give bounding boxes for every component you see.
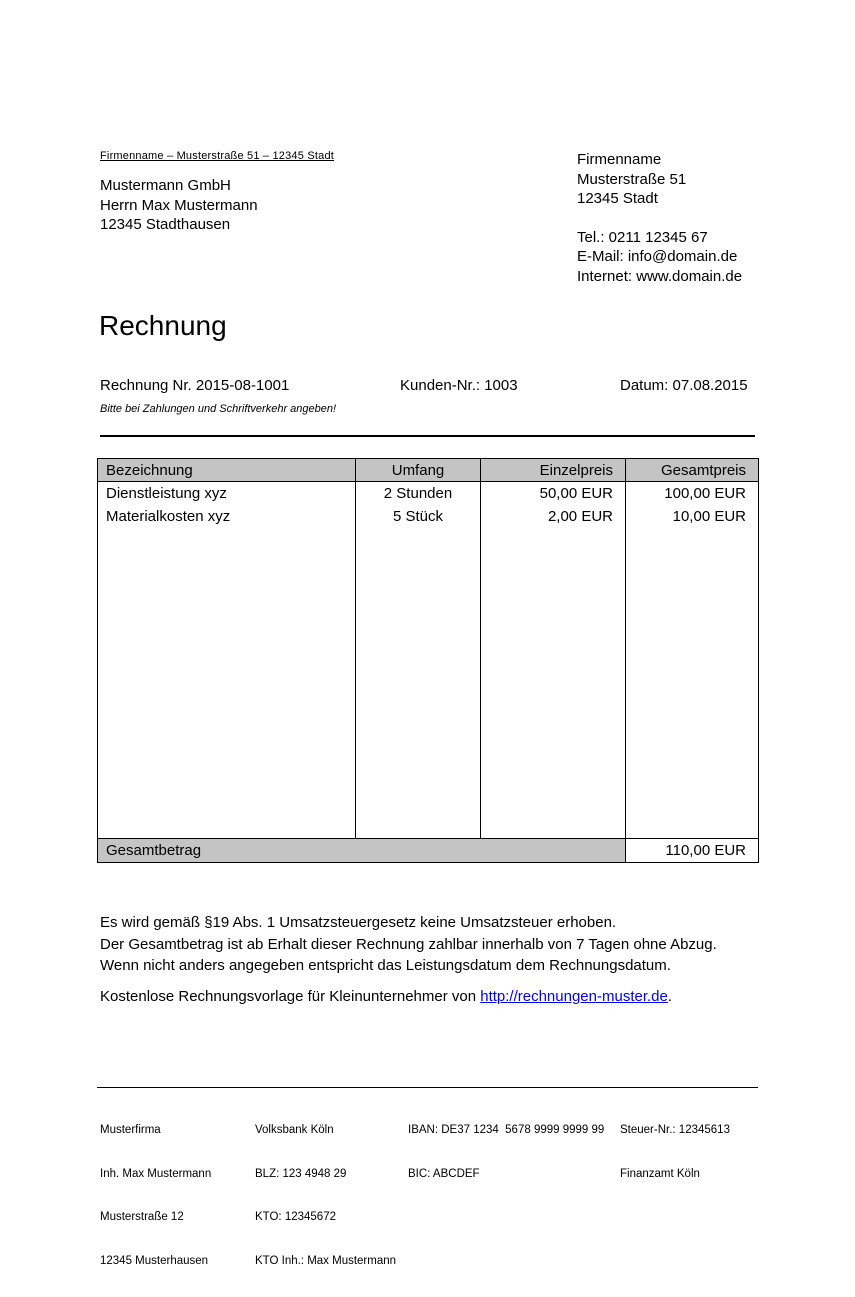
- footer-city: 12345 Musterhausen: [100, 1254, 209, 1267]
- item-quantity: 2 Stunden: [356, 482, 481, 506]
- item-quantity: 5 Stück: [356, 505, 481, 528]
- divider-rule: [100, 435, 755, 437]
- recipient-city: 12345 Stadthausen: [100, 216, 231, 233]
- footer-firm-name: Musterfirma: [100, 1124, 161, 1136]
- item-unit-price: 50,00 EUR: [481, 482, 626, 506]
- footer-kto: KTO: 12345672: [255, 1211, 336, 1223]
- invoice-date: Datum: 07.08.2015: [620, 377, 748, 394]
- company-city: 12345 Stadt: [577, 190, 658, 207]
- item-unit-price: 2,00 EUR: [481, 505, 626, 528]
- footer-bank-name: Volksbank Köln: [255, 1124, 334, 1136]
- footer-street: Musterstraße 12: [100, 1211, 184, 1223]
- footer-bank-block: [255, 1094, 396, 1297]
- table-row: [98, 505, 759, 528]
- item-total: 100,00 EUR: [626, 482, 759, 506]
- recipient-address: [100, 176, 258, 235]
- column-header-bezeichnung: Bezeichnung: [98, 459, 356, 482]
- item-total: 10,00 EUR: [626, 505, 759, 528]
- column-header-gesamtpreis: Gesamtpreis: [626, 459, 759, 482]
- footer-company-block: [100, 1094, 211, 1297]
- credit-text: Kostenlose Rechnungsvorlage für Kleinunternehmer von: [100, 988, 481, 1005]
- total-value: 110,00 EUR: [626, 839, 759, 863]
- company-contact: [577, 228, 742, 287]
- footer-iban-block: [408, 1094, 604, 1210]
- column-header-einzelpreis: Einzelpreis: [481, 459, 626, 482]
- footer-divider: [97, 1087, 758, 1088]
- footer-kto-owner: KTO Inh.: Max Mustermann: [255, 1254, 397, 1267]
- legal-notes: [100, 912, 717, 977]
- table-total-row: [98, 839, 759, 863]
- footer-tax-block: [620, 1094, 730, 1210]
- table-header-row: [98, 459, 759, 482]
- recipient-contact: Herrn Max Mustermann: [100, 196, 258, 214]
- sender-return-address: Firmenname – Musterstraße 51 – 12345 Stadt: [100, 150, 335, 162]
- company-street: Musterstraße 51: [577, 170, 687, 188]
- items-table: [97, 458, 759, 863]
- company-website: Internet: www.domain.de: [577, 267, 743, 285]
- credit-suffix: .: [667, 988, 673, 1005]
- company-phone: Tel.: 0211 12345 67: [577, 228, 708, 246]
- footer-bic: BIC: ABCDEF: [408, 1167, 480, 1180]
- template-link[interactable]: http://rechnungen-muster.de: [480, 988, 668, 1005]
- item-description: Materialkosten xyz: [98, 505, 356, 528]
- recipient-name: Mustermann GmbH: [100, 177, 231, 194]
- item-description: Dienstleistung xyz: [98, 482, 356, 506]
- table-filler-row: [98, 528, 759, 839]
- service-date-note: Wenn nicht anders angegeben entspricht das Leistungsdatum dem Rechnungsdatum.: [100, 957, 671, 974]
- company-name: Firmenname: [577, 151, 662, 168]
- footer-tax-number: Steuer-Nr.: 12345613: [620, 1124, 730, 1136]
- company-email: E-Mail: info@domain.de: [577, 248, 738, 265]
- customer-number: Kunden-Nr.: 1003: [400, 377, 518, 394]
- footer-iban: IBAN: DE37 1234 5678 9999 9999 99: [408, 1124, 605, 1136]
- page-title: Rechnung: [99, 310, 227, 341]
- footer-tax-office: Finanzamt Köln: [620, 1167, 700, 1180]
- table-row: [98, 482, 759, 506]
- footer-blz: BLZ: 123 4948 29: [255, 1167, 347, 1180]
- footer-owner: Inh. Max Mustermann: [100, 1167, 212, 1180]
- invoice-number: Rechnung Nr. 2015-08-1001: [100, 377, 290, 394]
- company-info: [577, 150, 742, 286]
- payment-terms-note: Der Gesamtbetrag ist ab Erhalt dieser Rechnung zahlbar innerhalb von 7 Tagen ohne Abzug.: [100, 935, 717, 953]
- total-label: Gesamtbetrag: [98, 839, 626, 863]
- column-header-umfang: Umfang: [356, 459, 481, 482]
- template-credit-line: [100, 988, 672, 1005]
- tax-exemption-note: Es wird gemäß §19 Abs. 1 Umsatzsteuergesetz keine Umsatzsteuer erhoben.: [100, 914, 617, 931]
- payment-reference-note: Bitte bei Zahlungen und Schriftverkehr angeben!: [100, 403, 337, 415]
